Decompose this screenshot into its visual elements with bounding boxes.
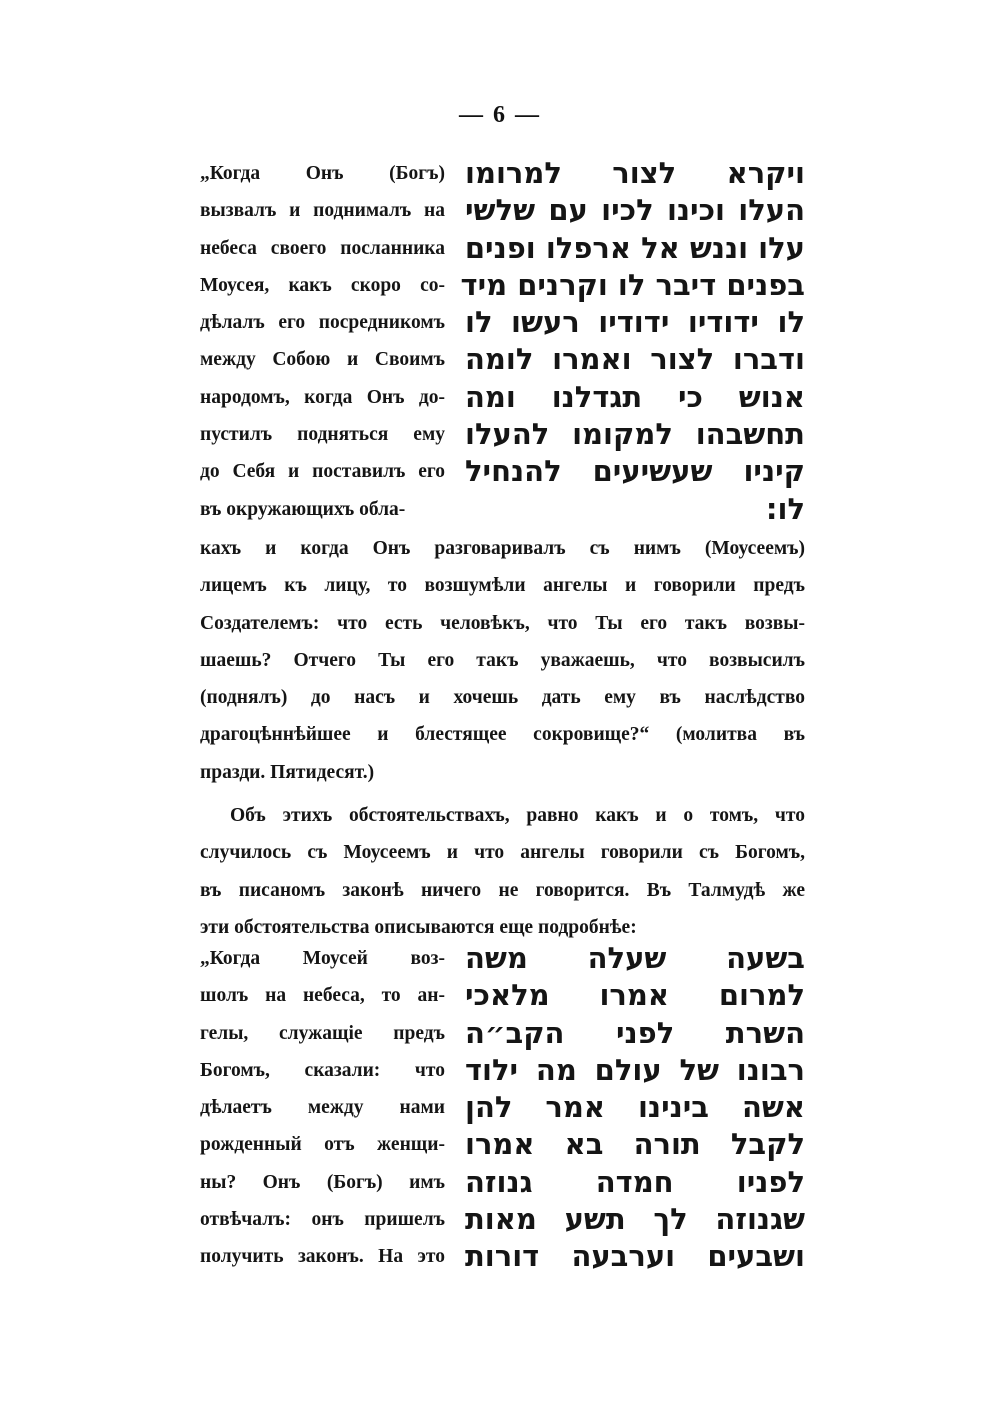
text-line: Богомъ, сказали: что (200, 1059, 445, 1081)
hebrew-line: בשעה שעלה משה (465, 941, 805, 975)
hebrew-line: בפנים דיבר לו וקרנים מיד (460, 267, 805, 302)
text-line: лицемъ къ лицу, то возшумѣли ангелы и говорили предъ (200, 575, 805, 597)
text-line: вызвалъ и поднималъ на (200, 200, 445, 222)
hebrew-line: ושבעים וערבעה דורות (465, 1239, 805, 1274)
text-line: до Себя и поставилъ его (200, 461, 445, 483)
section2-russian-column (200, 940, 445, 1276)
text-line: Создателемъ: что есть человѣкъ, что Ты его такъ возвы- (200, 612, 805, 634)
page-number: — 6 — (459, 102, 541, 128)
text-line: Моусея, какъ скоро со- (200, 274, 445, 296)
text-line: небеса своего посланника (200, 237, 445, 259)
text-line: рожденный отъ женщи- (200, 1134, 445, 1156)
text-line: случилось съ Моусеемъ и что ангелы говорили съ Богомъ, (200, 842, 805, 864)
text-line: шолъ на небеса, то ан- (200, 985, 445, 1007)
hebrew-line: אשה בינינו אמר להן (465, 1090, 805, 1125)
text-line: отвѣчалъ: онъ пришелъ (200, 1209, 445, 1231)
text-line: пустилъ подняться ему (200, 424, 445, 446)
text-line: празди. Пятидесят.) (200, 761, 375, 783)
hebrew-line: שגנוזה לך תשע מאות (465, 1202, 805, 1237)
text-line: ны? Онъ (Богъ) имъ (200, 1171, 445, 1193)
text-line: гелы, служащіе предъ (200, 1022, 445, 1044)
section1-hebrew-column (460, 155, 805, 528)
text-line: эти обстоятельства описываются еще подробнѣе: (200, 916, 637, 938)
hebrew-line: ודברו לצור ואמרו לומה (465, 342, 805, 377)
text-line: дѣлалъ его посредникомъ (200, 312, 445, 334)
text-line: драгоцѣннѣйшее и блестящее сокровище?“ (молитва въ (200, 724, 805, 746)
hebrew-line: העלו וכינו לכיו עם שלשי (465, 193, 805, 228)
text-line: получить законъ. На это (200, 1246, 445, 1268)
section2-hebrew-column (465, 940, 805, 1276)
hebrew-line: רבונו של עולם מה ילוד (465, 1052, 805, 1087)
hebrew-line: לפניו חמדה גנוזה (465, 1164, 805, 1199)
hebrew-line: ויקרא לצור למרומו (465, 156, 805, 190)
hebrew-line: לו ידודיו ידודיו רעשו לו (465, 305, 805, 340)
text-line: въ окружающихъ обла- (200, 498, 406, 520)
text-line: Объ этихъ обстоятельствахъ, равно какъ и о томъ, что (230, 805, 805, 826)
hebrew-line: עלו וננש אל ארפלו ופנים (464, 230, 805, 265)
hebrew-line: למרום אמרו מלאכי (465, 978, 805, 1013)
hebrew-line: אנוש כי תגדלנו ומה (465, 379, 805, 414)
text-line: между Собою и Своимъ (200, 349, 445, 371)
text-line: дѣлаетъ между нами (200, 1097, 445, 1119)
section1-russian-column (200, 155, 445, 528)
text-line: „Когда Онъ (Богъ) (200, 163, 445, 184)
hebrew-line: תחשבהו למקומו להעלו (465, 417, 805, 452)
text-line: въ писаномъ законѣ ничего не говорится. Въ Талмудѣ же (200, 879, 805, 901)
hebrew-line: לו: (765, 491, 805, 526)
text-line: „Когда Моусей воз- (200, 948, 445, 969)
paragraph-2 (200, 797, 805, 946)
hebrew-line: קיניו שעשיעים להנחיל (465, 454, 805, 489)
section1-continuation (200, 530, 805, 791)
hebrew-line: השרת לפני הקב״ה (465, 1015, 805, 1050)
text-line: шаешь? Отчего Ты его такъ уважаешь, что возвысилъ (200, 649, 805, 671)
text-line: (поднялъ) до насъ и хочешь дать ему въ наслѣдство (200, 687, 805, 709)
hebrew-line: לקבל תורה בא אמרו (465, 1127, 805, 1162)
text-line: народомъ, когда Онъ до- (200, 386, 445, 408)
text-line: кахъ и когда Онъ разговаривалъ съ нимъ (Моусеемъ) (200, 538, 805, 559)
